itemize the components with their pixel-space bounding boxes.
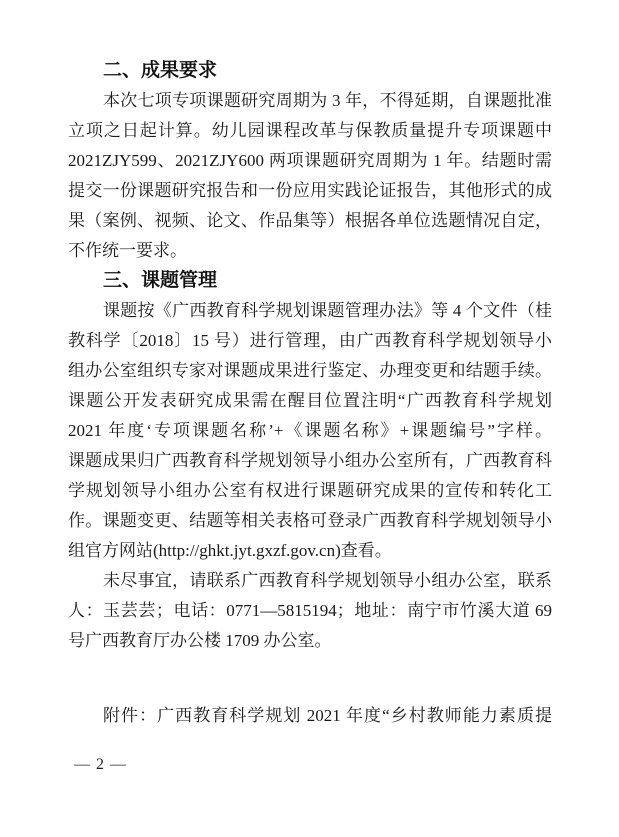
text-line: 课题按《广西教育科学规划课题管理办法》等 4 个文件（桂 (103, 301, 552, 320)
text-line: 附件：广西教育科学规划 2021 年度“乡村教师能力素质提 (103, 706, 552, 725)
text-line: 提交一份课题研究报告和一份应用实践论证报告，其他形式的成 (68, 181, 552, 200)
text-line: 课题成果归广西教育科学规划领导小组办公室所有，广西教育科 (68, 451, 552, 470)
paragraph-spacer (68, 656, 552, 701)
text-line: 未尽事宜，请联系广西教育科学规划领导小组办公室，联系 (103, 571, 552, 590)
text-line: 课题公开发表研究成果需在醒目位置注明“广西教育科学规划 (68, 391, 552, 410)
text-line: 不作统一要求。 (68, 241, 187, 260)
text-line: 果（案例、视频、论文、作品集等）根据各单位选题情况自定， (68, 211, 552, 230)
text-line: 2021ZJY599、2021ZJY600 两项课题研究周期为 1 年。结题时需 (68, 151, 552, 170)
text-line: 作。课题变更、结题等相关表格可登录广西教育科学规划领导小 (68, 511, 552, 530)
text-line: 本次七项专项课题研究周期为 3 年，不得延期，自课题批准 (103, 91, 552, 110)
text-line: 组办公室组织专家对课题成果进行鉴定、办理变更和结题手续。 (68, 361, 552, 380)
section-heading: 二、成果要求 (103, 60, 218, 81)
text-line: 教科学〔2018〕15 号）进行管理，由广西教育科学规划领导小 (68, 331, 552, 350)
text-line: 2021 年度‘专项课题名称’+《课题名称》+课题编号”字样。 (68, 421, 552, 440)
text-line: 组官方网站(http://ghkt.jyt.gxzf.gov.cn)查看。 (68, 541, 392, 560)
section-heading: 三、课题管理 (103, 270, 218, 291)
document-body (68, 56, 552, 731)
text-line: 立项之日起计算。幼儿园课程改革与保教质量提升专项课题中 (68, 121, 552, 140)
text-line: 学规划领导小组办公室有权进行课题研究成果的宣传和转化工 (68, 481, 552, 500)
text-line: 号广西教育厅办公楼 1709 办公室。 (68, 631, 332, 650)
text-line: 人：玉芸芸；电话：0771—5815194；地址：南宁市竹溪大道 69 (68, 601, 552, 620)
page-number: — 2 — (74, 756, 127, 773)
